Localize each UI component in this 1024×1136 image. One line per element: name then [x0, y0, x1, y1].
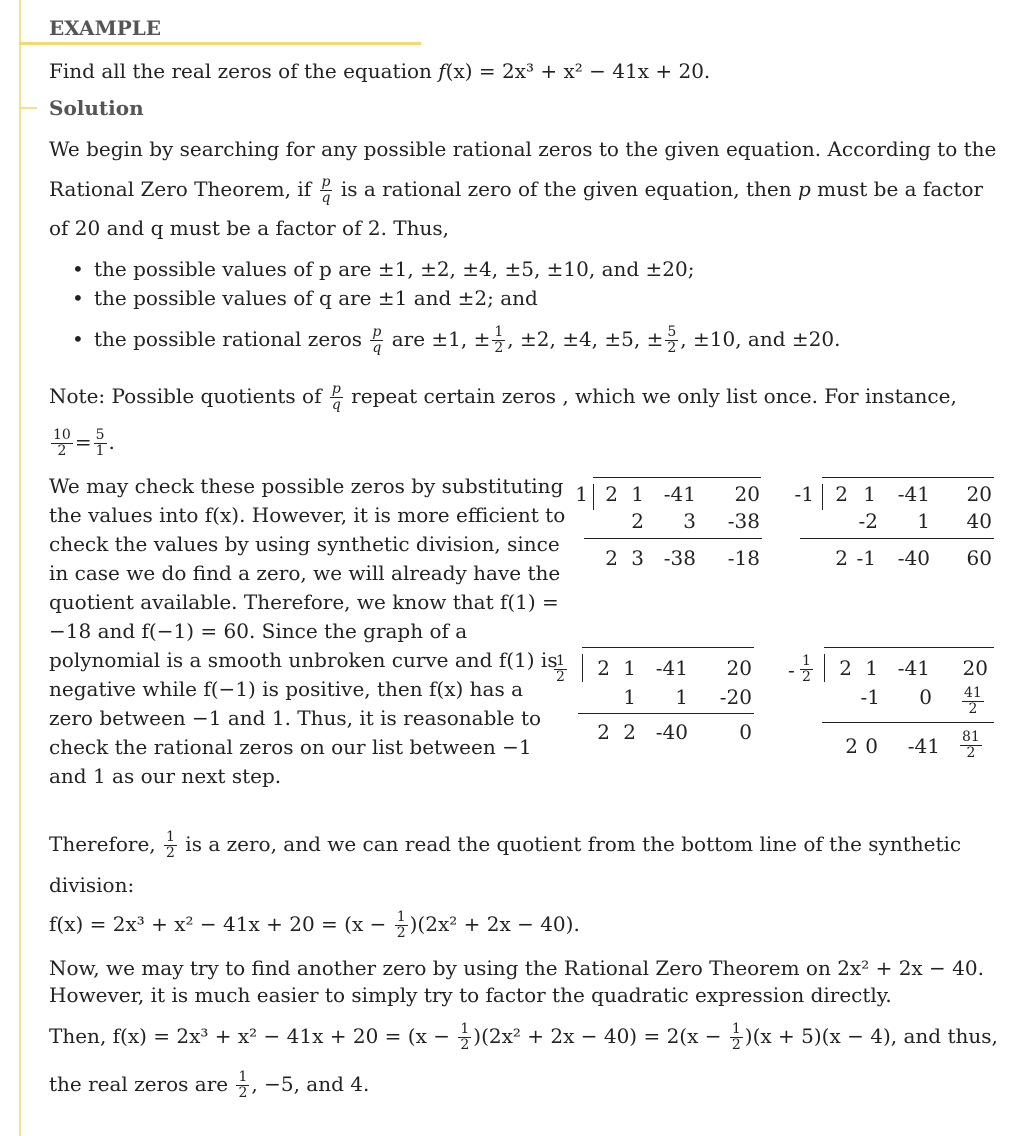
- example-underline: [19, 42, 421, 45]
- final-factorization: Then, f(x) = 2x³ + x² − 41x + 20 = (x − $\frac{1}{2}$ )(2x² + 2x − 40) = 2(x − $\frac{1}{2}$ )(x + 5)(x − 4), and thus,: [49, 1021, 998, 1053]
- list-item: • the possible values of p are ±1, ±2, ±4, ±5, ±10, and ±20;: [72, 255, 840, 284]
- fraction-p-over-q: $\frac{p}{q}$: [372, 324, 382, 356]
- synthetic-division-4: - $\frac{1}{2}$ 2 1 -41 20 -1 0 $\frac{41}{2}$ 2 0 -41 $\frac{81}{2}$: [788, 652, 1000, 802]
- fraction-p-over-q: $\frac{p}{q}$: [321, 174, 331, 206]
- fraction-p-over-q: $\frac{p}{q}$: [331, 381, 341, 413]
- fraction-81-over-2: $\frac{81}{2}$: [962, 729, 980, 761]
- note-line-2: $\frac{10}{2}$ = $\frac{5}{1}$ .: [53, 427, 115, 459]
- synthetic-division-1: 1 2 1 -41 20 2 3 -38 2 3 -38 -18: [574, 482, 764, 582]
- intro-line-2: Rational Zero Theorem, if $\frac{p}{q}$ is a rational zero of the given equation, then p must be a factor: [49, 174, 984, 206]
- synthetic-division-explanation: We may check these possible zeros by substituting the values into f(x). However, it is more efficient to check the values by using synthetic division, since in case we do find a zero, we will already have the quotient available. Therefore, we know that f(1) = −18 and f(−1) = 60. Since the graph of a polynomial is a smooth unbroken curve and f(1) is negative while f(−1) is positive, then f(x) has a zero between −1 and 1. Thus, it is reasonable to check the rational zeros on our list between −1 and 1 as our next step.: [49, 474, 566, 788]
- note-line-1: Note: Possible quotients of $\frac{p}{q}$ repeat certain zeros , which we only list once. For instance,: [49, 381, 957, 413]
- divisor-fraction: $\frac{1}{2}$: [556, 653, 565, 685]
- possible-values-list: [72, 255, 840, 356]
- example-heading: EXAMPLE: [49, 16, 162, 40]
- real-zeros-line: the real zeros are $\frac{1}{2}$ , −5, and 4.: [49, 1069, 370, 1101]
- therefore-line: Therefore, $\frac{1}{2}$ is a zero, and we can read the quotient from the bottom line of the synthetic: [49, 829, 962, 861]
- synthetic-division-2: -1 2 1 -41 20 -2 1 40 2 -1 -40 60: [790, 482, 1000, 582]
- synthetic-division-3: $\frac{1}{2}$ 2 1 -41 20 1 1 -20 2 2 -40 0: [552, 652, 762, 752]
- solution-tick: [19, 107, 37, 109]
- now-line-2: However, it is much easier to simply try to factor the quadratic expression directly.: [49, 983, 892, 1007]
- left-accent-bar: [19, 0, 21, 1136]
- fraction-41-over-2: $\frac{41}{2}$: [964, 685, 982, 717]
- factorization-1: f(x) = 2x³ + x² − 41x + 20 = (x − $\frac{1}{2}$ )(2x² + 2x − 40).: [49, 909, 580, 941]
- divisor-fraction: $\frac{1}{2}$: [802, 653, 811, 685]
- solution-heading: Solution: [49, 96, 144, 120]
- list-item: • the possible values of q are ±1 and ±2; and: [72, 284, 840, 313]
- intro-line-3: of 20 and q must be a factor of 2. Thus,: [49, 216, 449, 240]
- list-item: • the possible rational zeros $\frac{p}{q}$ are ±1, ± $\frac{1}{2}$ , ±2, ±4, ±5, ± $\frac{5}{2}$ , ±10, and ±20.: [72, 325, 840, 356]
- intro-line-1: We begin by searching for any possible rational zeros to the given equation. According to the: [49, 137, 997, 161]
- now-line-1: Now, we may try to find another zero by using the Rational Zero Theorem on 2x² + 2x − 40.: [49, 956, 984, 980]
- division-word: division:: [49, 873, 135, 897]
- problem-statement: Find all the real zeros of the equation f(x) = 2x³ + x² − 41x + 20.: [49, 59, 711, 83]
